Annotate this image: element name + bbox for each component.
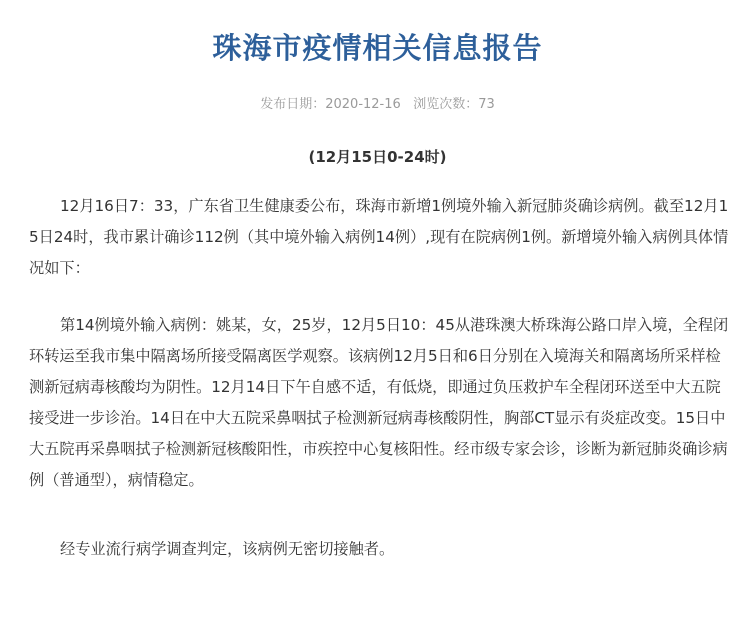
paragraph-contacts: 经专业流行病学调查判定，该病例无密切接触者。 bbox=[60, 540, 395, 558]
publish-date-label: 发布日期： bbox=[260, 97, 326, 112]
article-meta bbox=[0, 95, 755, 115]
paragraph-summary: 12月16日7：33，广东省卫生健康委公布，珠海市新增1例境外输入新冠肺炎确诊病例。截至12月15日24时，我市累计确诊112例（其中境外输入病例14例）,现有在院病例1例。新增境外输入病例具体情况如下： bbox=[29, 197, 729, 277]
view-count: 73 bbox=[478, 97, 495, 112]
paragraph-case-details: 第14例境外输入病例：姚某，女，25岁，12月5日10：45从港珠澳大桥珠海公路口岸入境，全程闭环转运至我市集中隔离场所接受隔离医学观察。该病例12月5日和6日分别在入境海关和隔离场所采样检测新冠病毒核酸均为阴性。12月14日下午自感不适，有低烧，即通过负压救护车全程闭环送至中大五院接受进一步诊治。14日在中大五院采鼻咽拭子检测新冠病毒核酸阴性，胸部CT显示有炎症改变。15日中大五院再采鼻咽拭子检测新冠核酸阳性，市疾控中心复核阳性。经市级专家会诊，诊断为新冠肺炎确诊病例（普通型），病情稳定。 bbox=[29, 316, 729, 489]
publish-date: 2020-12-16 bbox=[325, 97, 401, 112]
view-count-label: 浏览次数： bbox=[413, 97, 479, 112]
page-title: 珠海市疫情相关信息报告 bbox=[212, 31, 543, 65]
report-period: (12月15日0-24时) bbox=[308, 148, 447, 166]
